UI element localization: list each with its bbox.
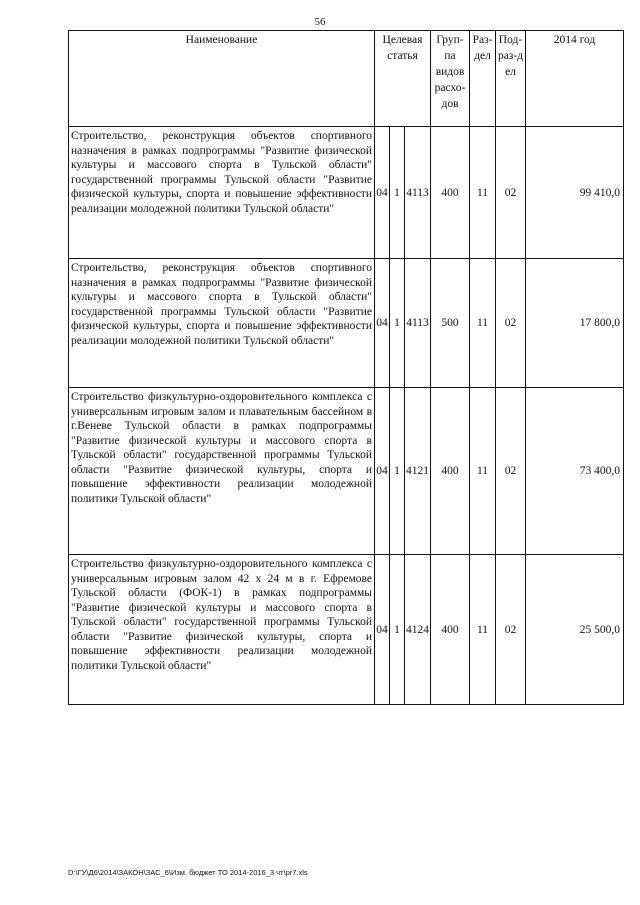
target-code-part-1: 04 [375,388,390,555]
target-code-part-3: 4113 [405,259,431,388]
subsection: 02 [496,388,526,555]
table-row [69,555,624,705]
subsection: 02 [496,259,526,388]
header-name: Наименование [69,31,375,127]
page-number: 56 [314,16,326,28]
target-code-part-2: 1 [390,388,405,555]
row-name: Строительство физкультурно-оздоровительного комплекса с универсальным игровым залом и плавательным бассейном в г.Веневе Тульской области в рамках подпрограммы "Развитие физической культуры и массового спорта в Тульской области" государственной программы Тульской области "Развитие физической культуры, спорта и повышение эффективности реализации молодежной политики Тульской области" [69,388,375,555]
expense-group: 400 [431,388,470,555]
target-code-part-3: 4124 [405,555,431,705]
budget-table [68,30,624,705]
section: 11 [470,259,496,388]
subsection: 02 [496,127,526,259]
footer-file-path: D:\ГУ\Д6\2014\ЗАКОН\ЗАС_6\Изм. бюджет ТО 2014-2016_3 чт\pr7.xls [68,868,308,877]
section: 11 [470,555,496,705]
target-code-part-1: 04 [375,555,390,705]
subsection: 02 [496,555,526,705]
target-code-part-2: 1 [390,555,405,705]
amount: 99 410,0 [526,127,624,259]
table-header-row [69,31,624,127]
target-code-part-1: 04 [375,259,390,388]
header-subsection: Под-раз-дел [496,31,526,127]
expense-group: 400 [431,555,470,705]
amount: 73 400,0 [526,388,624,555]
expense-group: 500 [431,259,470,388]
header-expense-group: Груп-па видов расхо-дов [431,31,470,127]
target-code-part-1: 04 [375,127,390,259]
row-name: Строительство, реконструкция объектов спортивного назначения в рамках подпрограммы "Развитие физической культуры и массового спорта в Тульской области" государственной программы Тульской области "Развитие физической культуры, спорта и повышение эффективности реализации молодежной политики Тульской области" [69,259,375,388]
header-year: 2014 год [526,31,624,127]
amount: 17 800,0 [526,259,624,388]
header-target-article: Целевая статья [375,31,431,127]
section: 11 [470,388,496,555]
amount: 25 500,0 [526,555,624,705]
table-row [69,259,624,388]
header-section: Раз-дел [470,31,496,127]
row-name: Строительство, реконструкция объектов спортивного назначения в рамках подпрограммы "Развитие физической культуры и массового спорта в Тульской области" государственной программы Тульской области "Развитие физической культуры, спорта и повышение эффективности реализации молодежной политики Тульской области" [69,127,375,259]
row-name: Строительство физкультурно-оздоровительного комплекса с универсальным игровым залом 42 х 24 м в г. Ефремове Тульской области (ФОК-1) в рамках подпрограммы "Развитие физической культуры и массового спорта в Тульской области" государственной программы Тульской области "Развитие физической культуры, спорта и повышение эффективности реализации молодежной политики Тульской области" [69,555,375,705]
target-code-part-3: 4113 [405,127,431,259]
target-code-part-3: 4121 [405,388,431,555]
expense-group: 400 [431,127,470,259]
target-code-part-2: 1 [390,127,405,259]
table-row [69,388,624,555]
target-code-part-2: 1 [390,259,405,388]
section: 11 [470,127,496,259]
table-row [69,127,624,259]
